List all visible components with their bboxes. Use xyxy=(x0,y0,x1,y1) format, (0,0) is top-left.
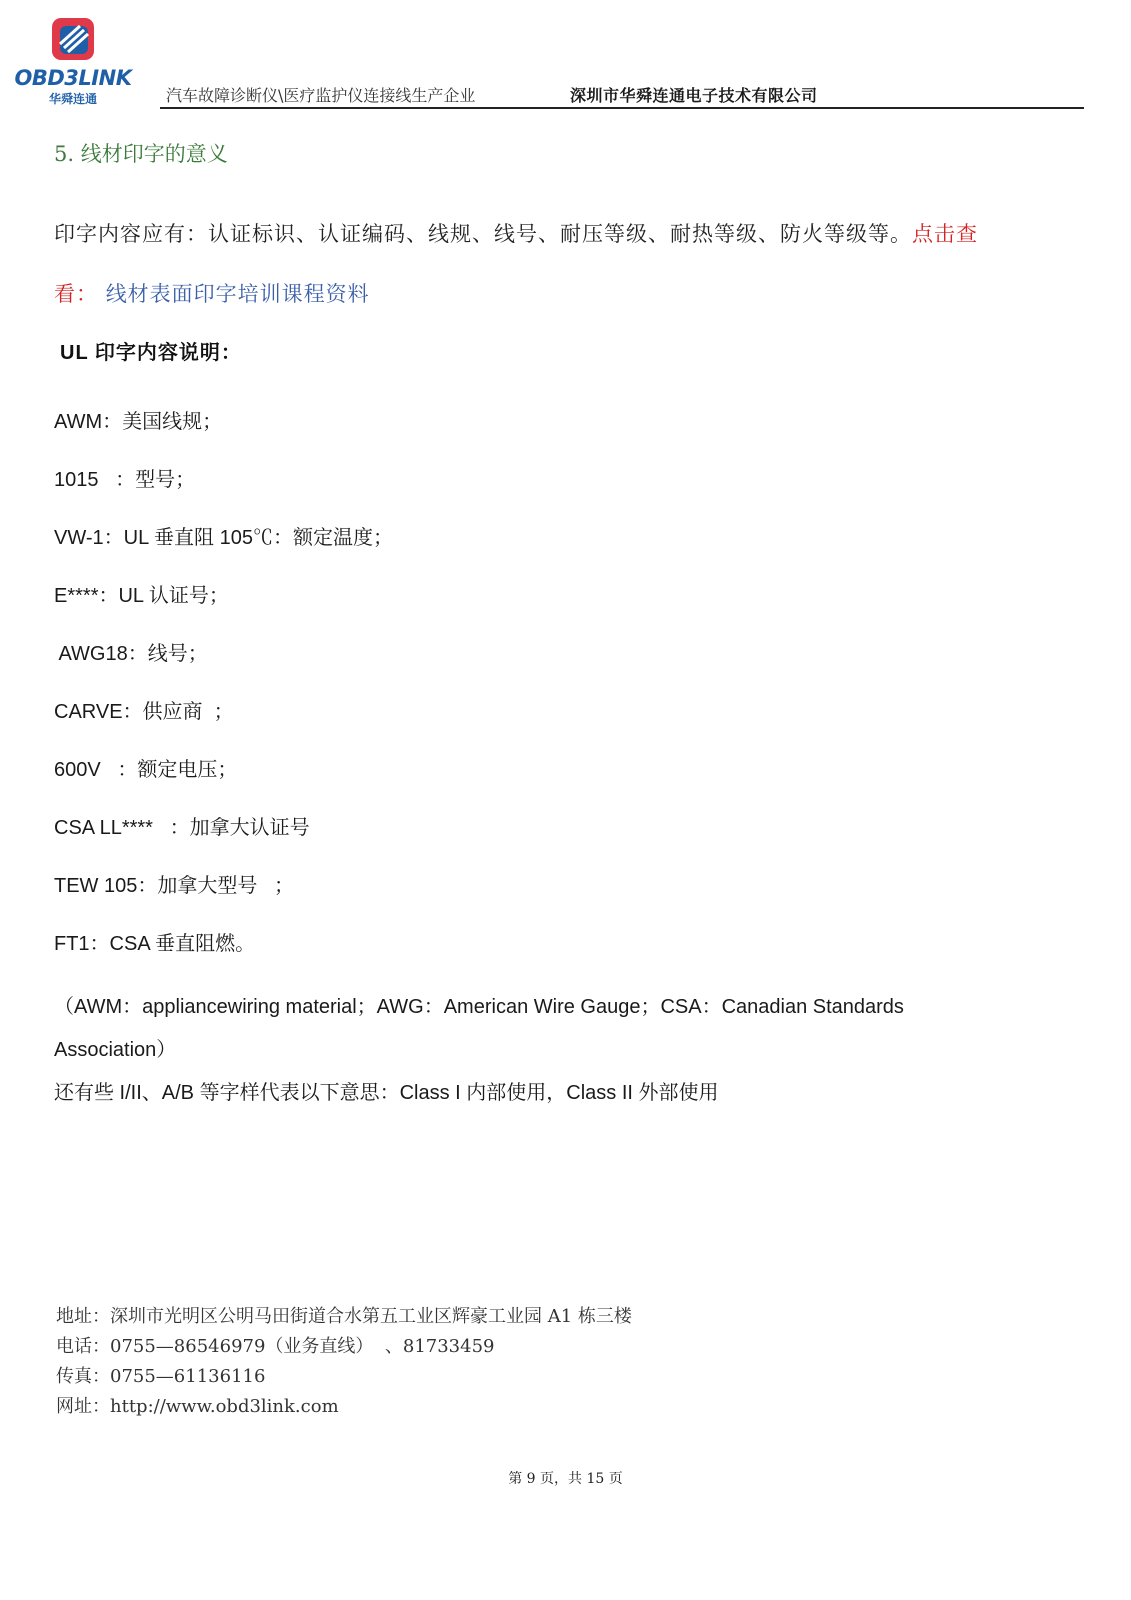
intro-paragraph-line-1 xyxy=(54,218,978,248)
intro-text: 印字内容应有：认证标识、认证编码、线规、线号、耐压等级、耐热等级、防火等级等。 xyxy=(54,222,912,246)
footer-fax: 传真：0755—61136116 xyxy=(56,1366,266,1387)
list-item: FT1：CSA 垂直阻燃。 xyxy=(54,933,256,955)
list-item: CSA LL**** ：加拿大认证号 xyxy=(54,817,310,839)
intro-link-continue[interactable]: 看： xyxy=(54,282,98,306)
logo-subtext: 华舜连通 xyxy=(48,92,97,106)
intro-paragraph-line-2 xyxy=(54,278,370,308)
class-explanation: 还有些 I/II、A/B 等字样代表以下意思：Class I 内部使用，Class II 外部使用 xyxy=(54,1082,719,1104)
ul-heading: UL 印字内容说明： xyxy=(60,342,242,364)
list-item: AWM：美国线规； xyxy=(54,411,223,433)
training-material-link[interactable]: 线材表面印字培训课程资料 xyxy=(105,282,370,306)
list-item: AWG18：线号； xyxy=(54,643,208,665)
list-item: CARVE：供应商 ； xyxy=(54,701,234,723)
header-tagline: 汽车故障诊断仪\医疗监护仪连接线生产企业 xyxy=(166,86,476,105)
list-item: 600V ：额定电压； xyxy=(54,759,238,781)
logo-mark-icon xyxy=(14,14,132,70)
header-divider xyxy=(160,107,1084,109)
section-title: 5. 线材印字的意义 xyxy=(54,142,228,166)
page-number: 第 9 页，共 15 页 xyxy=(508,1471,623,1487)
footer-address: 地址：深圳市光明区公明马田街道合水第五工业区辉豪工业园 A1 栋三楼 xyxy=(56,1306,632,1327)
list-item: TEW 105：加拿大型号 ； xyxy=(54,875,295,897)
footer-phone: 电话：0755—86546979（业务直线） 、81733459 xyxy=(56,1336,495,1357)
list-item: 1015 ：型号； xyxy=(54,469,196,491)
abbreviation-line-1: （AWM：appliancewiring material；AWG：American Wire Gauge；CSA：Canadian Standards xyxy=(54,996,904,1018)
list-item: E****：UL 认证号； xyxy=(54,585,229,607)
list-item: VW-1：UL 垂直阻 105℃：额定温度； xyxy=(54,527,393,549)
intro-link-start[interactable]: 点击查 xyxy=(912,222,978,246)
footer-website[interactable]: 网址：http://www.obd3link.com xyxy=(56,1396,339,1417)
header-company-name: 深圳市华舜连通电子技术有限公司 xyxy=(570,86,818,105)
logo-text: OBD3LINK xyxy=(14,66,132,90)
abbreviation-line-2: Association） xyxy=(54,1039,177,1061)
company-logo xyxy=(14,14,132,106)
